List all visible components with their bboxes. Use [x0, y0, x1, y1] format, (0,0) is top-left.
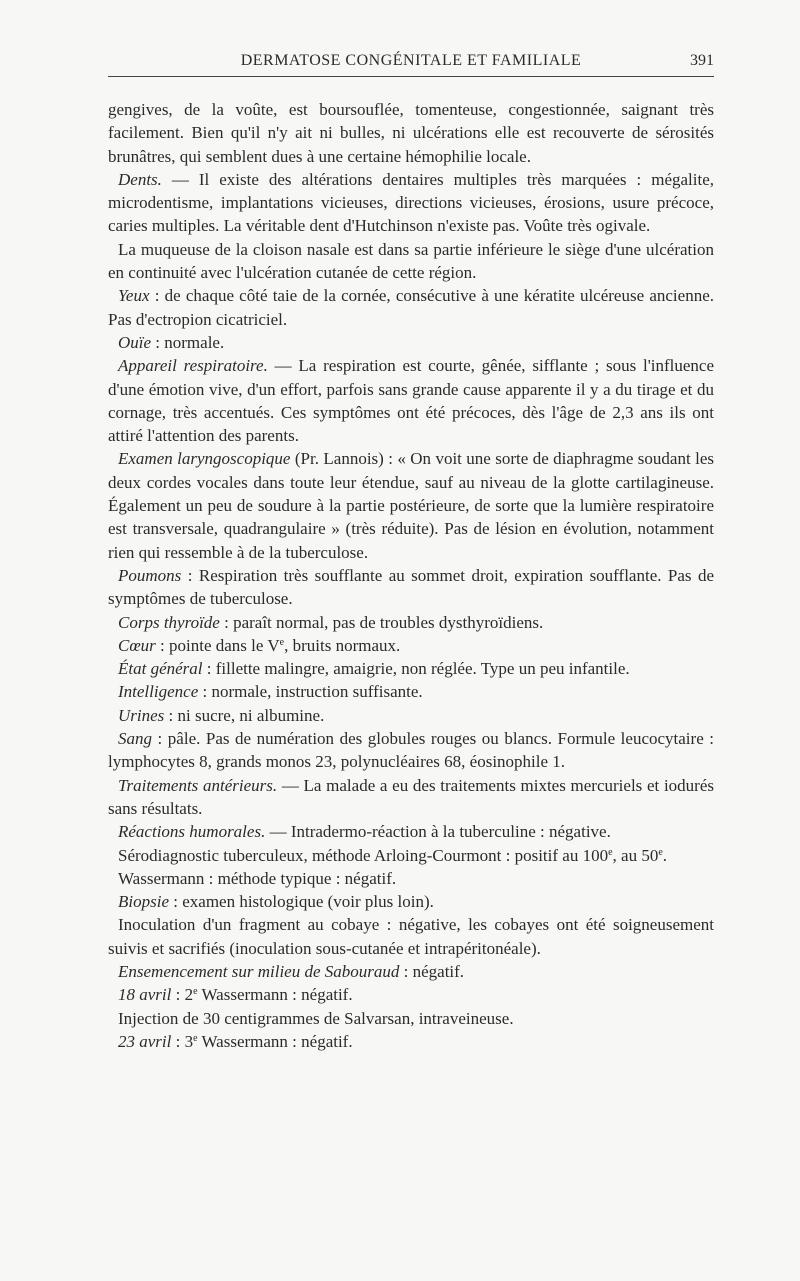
paragraph-label: État général: [118, 659, 203, 679]
paragraph: [108, 820, 714, 843]
paragraph-label: Réactions humorales.: [118, 822, 266, 842]
paragraph-label: Corps thyroïde: [118, 612, 220, 632]
paragraph: [108, 913, 714, 960]
paragraph-label: Ensemencement sur milieu de Sabouraud: [118, 961, 400, 981]
paragraph-text: : examen histologique (voir plus loin).: [169, 892, 434, 912]
body-text: [108, 98, 714, 1053]
paragraph-label: Examen laryngoscopique: [118, 449, 291, 469]
page-header: [108, 50, 714, 77]
paragraph-text: — La malade a eu des traitements mixtes mercuriels et iodurés sans résultats.: [108, 775, 714, 818]
paragraph: [108, 960, 714, 983]
paragraph-label: 23 avril: [118, 1031, 172, 1051]
paragraph: [108, 611, 714, 634]
paragraph-label: Yeux: [118, 286, 150, 306]
paragraph-text: : ni sucre, ni albumine.: [164, 705, 325, 725]
paragraph: [108, 774, 714, 821]
paragraph-text: : pointe dans le V: [155, 635, 280, 655]
paragraph-text: gengives, de la voûte, est boursouflée, tomenteuse, congestionnée, saignant très facilement. Bien qu'il n'y ait ni bulles, ni ulcérations elle est recouverte de sérosités brunâtres, qui semblent dues à une certaine hémophilie locale.: [108, 100, 714, 166]
paragraph-text-cont: , bruits normaux.: [284, 635, 401, 655]
superscript: e: [658, 846, 663, 858]
paragraph: [108, 727, 714, 774]
paragraph-text: La muqueuse de la cloison nasale est dans sa partie inférieure le siège d'une ulcération en continuité avec l'ulcération cutanée de cette région.: [108, 239, 714, 283]
paragraph: [108, 680, 714, 703]
paragraph-text: Sérodiagnostic tuberculeux, méthode Arloing-Courmont : positif au 100: [118, 845, 609, 865]
paragraph-text: : 2: [171, 985, 194, 1005]
paragraph-text: : paraît normal, pas de troubles dysthyroïdiens.: [219, 612, 544, 632]
paragraph: [108, 657, 714, 680]
paragraph-text: : fillette malingre, amaigrie, non réglée. Type un peu infantile.: [202, 659, 630, 679]
paragraph-label: Sang: [118, 729, 152, 749]
running-head: DERMATOSE CONGÉNITALE ET FAMILIALE: [240, 52, 582, 69]
paragraph-label: 18 avril: [118, 985, 172, 1005]
paragraph-text: — Intradermo-réaction à la tuberculine : négative.: [265, 822, 611, 842]
paragraph-label: Traitements antérieurs.: [118, 775, 278, 795]
paragraph: [108, 1007, 714, 1030]
paragraph: [108, 447, 714, 563]
paragraph-label: Biopsie: [118, 892, 169, 912]
paragraph-text: : normale.: [151, 332, 225, 352]
paragraph-text: Injection de 30 centigrammes de Salvarsan, intraveineuse.: [118, 1008, 514, 1028]
paragraph: [108, 354, 714, 447]
paragraph-label: Ouïe: [118, 332, 152, 352]
page-number: 391: [690, 52, 714, 69]
paragraph-label: Urines: [118, 705, 165, 725]
superscript: e: [279, 636, 285, 648]
paragraph-text: (Pr. Lannois) : « On voit une sorte de diaphragme soudant les deux cordes vocales dans toute leur étendue, sauf au niveau de la glotte cartilagineuse. Également un peu de soudure à la partie postérieure, de sorte que la lumière respiratoire est transversale, quadrangulaire » (très réduite). Pas de lésion en évolution, notamment rien qui ressemble à de la tuberculose.: [108, 449, 714, 562]
paragraph: [108, 564, 714, 611]
superscript: e: [608, 846, 613, 858]
paragraph-text: : pâle. Pas de numération des globules rouges ou blancs. Formule leucocytaire : lymphocytes 8, grands monos 23, polynucléaires 68, éosinophile 1.: [108, 729, 714, 772]
paragraph-label: Appareil respiratoire.: [118, 356, 268, 376]
paragraph-text: : normale, instruction suffisante.: [198, 682, 423, 702]
paragraph-text: : négatif.: [399, 961, 465, 981]
paragraph: [108, 890, 714, 913]
paragraph-text: : de chaque côté taie de la cornée, consécutive à une kératite ulcéreuse ancienne. Pas d'ectropion cicatriciel.: [108, 286, 714, 329]
paragraph-label: Dents.: [118, 169, 162, 189]
paragraph-label: Poumons: [118, 565, 182, 585]
paragraph: [108, 238, 714, 285]
paragraph: [108, 983, 714, 1006]
paragraph: [108, 844, 714, 867]
paragraph-text: — Il existe des altérations dentaires multiples très marquées : mégalite, microdentisme, implantations vicieuses, directions vicieuses, érosions, usure précoce, caries multiples. La véritable dent d'Hutchinson n'existe pas. Voûte très ogivale.: [108, 169, 714, 236]
paragraph-text: Wassermann : méthode typique : négatif.: [118, 868, 397, 888]
paragraph: [108, 331, 714, 354]
paragraph-label: Intelligence: [118, 682, 199, 702]
paragraph-text: : Respiration très soufflante au sommet droit, expiration soufflante. Pas de symptômes de tuberculose.: [108, 565, 714, 609]
paragraph: [108, 867, 714, 890]
paragraph-text: Inoculation d'un fragment au cobaye : négative, les cobayes ont été soigneusement suivis et sacrifiés (inoculation sous-cutanée et intrapéritonéale).: [108, 915, 714, 958]
paragraph-text-cont: Wassermann : négatif.: [197, 985, 353, 1005]
paragraph-text-cont: Wassermann : négatif.: [197, 1031, 353, 1051]
superscript: e: [193, 986, 198, 998]
paragraph-text-cont: .: [662, 845, 668, 865]
paragraph-text: : 3: [171, 1031, 194, 1051]
paragraph: [108, 98, 714, 168]
superscript: e: [193, 1032, 198, 1044]
paragraph-text-cont: , au 50: [612, 845, 659, 865]
paragraph: [108, 284, 714, 331]
paragraph-text: — La respiration est courte, gênée, sifflante ; sous l'influence d'une émotion vive, d'un effort, parfois sans grande cause apparente il y a du tirage et du cornage, très accentués. Ces symptômes ont été précoces, dès l'âge de 2,3 ans ils ont attiré l'attention des parents.: [108, 356, 714, 446]
paragraph-label: Cœur: [118, 635, 156, 655]
paragraph: [108, 634, 714, 657]
paragraph: [108, 1030, 714, 1053]
paragraph: [108, 704, 714, 727]
paragraph: [108, 168, 714, 238]
